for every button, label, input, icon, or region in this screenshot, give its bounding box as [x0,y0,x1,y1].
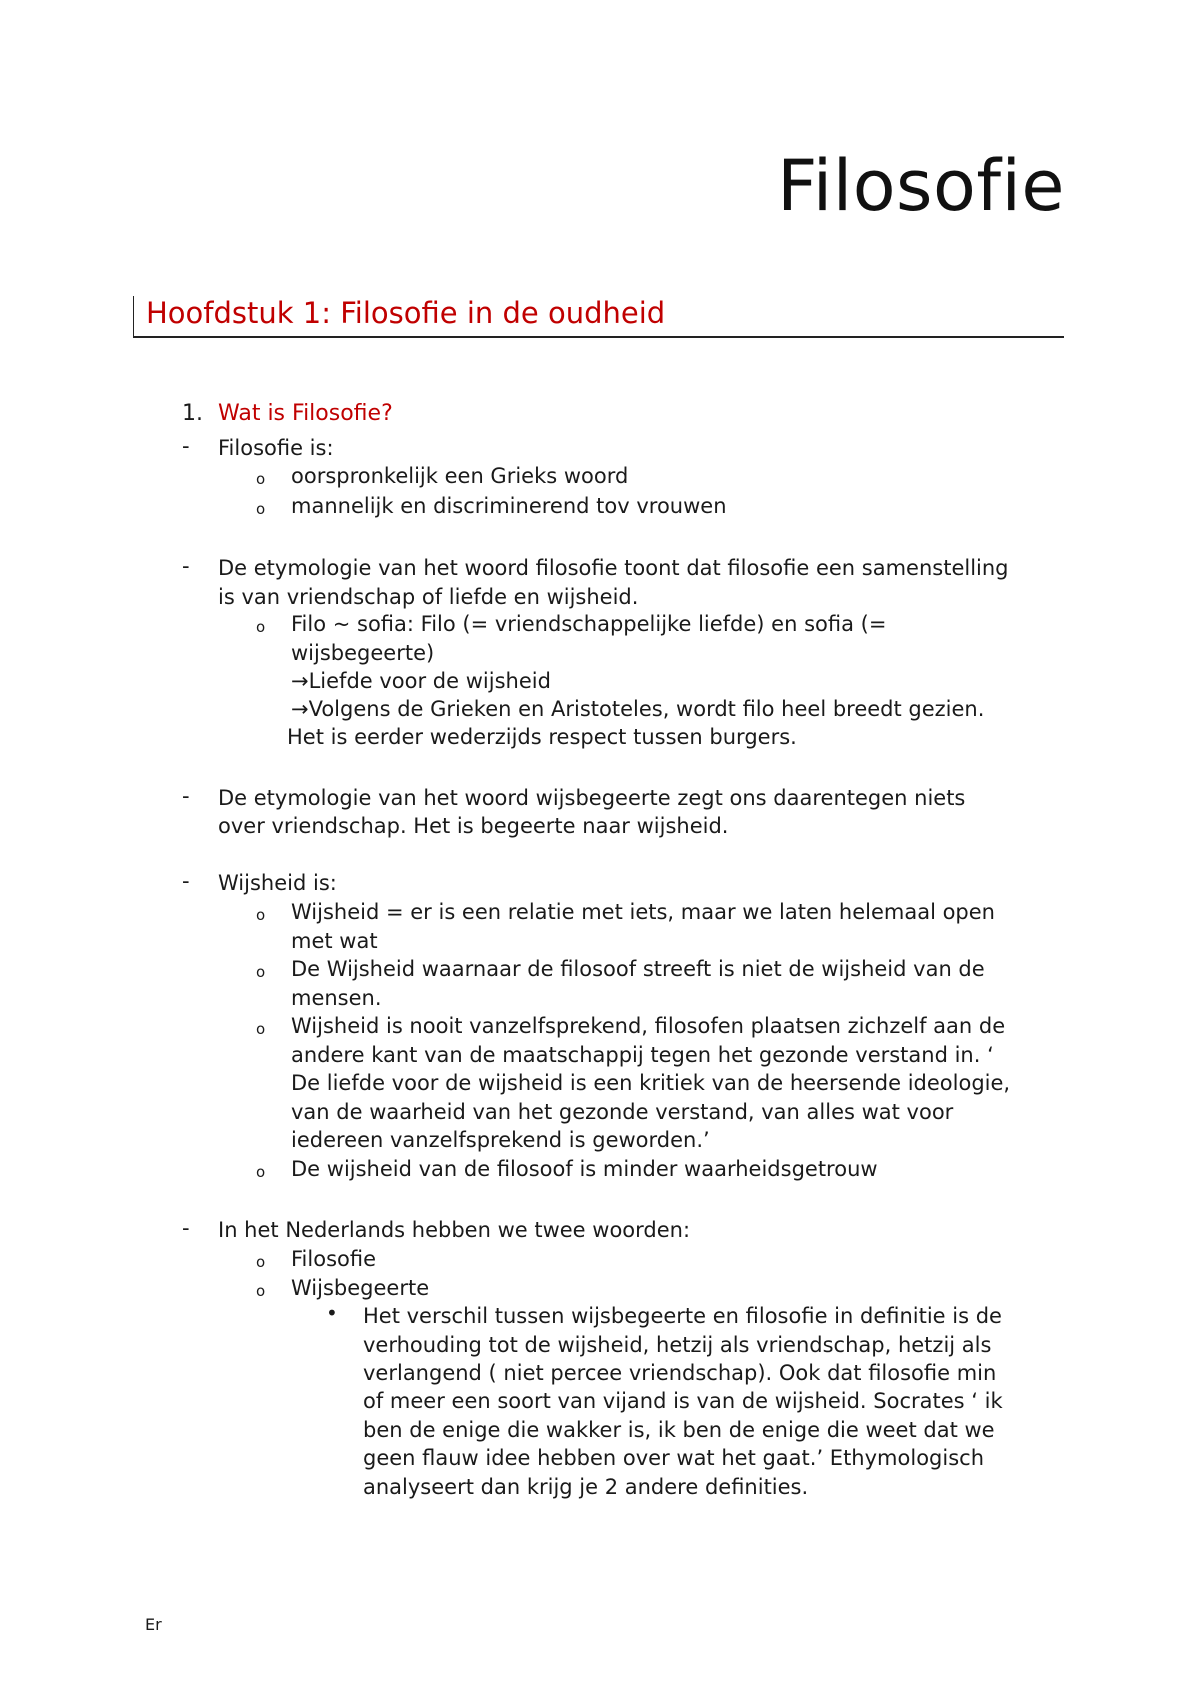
nested-item-text: Het verschil tussen wijsbegeerte en filosofie in definitie is de [363,1304,1002,1328]
dash-marker: - [182,434,190,458]
list-item-text: Filosofie is: [218,436,334,460]
sub-item-text: De Wijsheid waarnaar de filosoof streeft is niet de wijsheid van de [291,957,985,981]
circle-marker: o [256,1282,266,1300]
circle-marker: o [256,1020,266,1038]
list-item-text: Wijsheid is: [218,871,337,895]
list-item-text: over vriendschap. Het is begeerte naar wijsheid. [218,814,729,838]
list-item-text: In het Nederlands hebben we twee woorden: [218,1218,691,1242]
nested-item-text: of meer een soort van vijand is van de wijsheid. Socrates ‘ ik [363,1389,1003,1413]
sub-item-text: Filo ~ sofia: Filo (= vriendschappelijke liefde) en sofia (= [291,612,887,636]
list-item-text: De etymologie van het woord filosofie toont dat filosofie een samenstelling [218,556,1009,580]
circle-marker: o [256,906,266,924]
sub-item-text: De wijsheid van de filosoof is minder waarheidsgetrouw [291,1157,878,1181]
sub-item-text: wijsbegeerte) [291,641,435,665]
section-number: 1. [182,401,203,426]
sub-item-text: Filosofie [291,1247,377,1271]
circle-marker: o [256,1163,266,1181]
page-footer: Er [145,1615,162,1634]
section-title: Wat is Filosofie? [218,401,393,426]
nested-item-text: analyseert dan krijg je 2 andere definities. [363,1475,809,1499]
nested-item-text: verlangend ( niet percee vriendschap). Ook dat filosofie min [363,1361,997,1385]
sub-item-text: Wijsheid = er is een relatie met iets, maar we laten helemaal open [291,900,995,924]
sub-item-text: De liefde voor de wijsheid is een kritiek van de heersende ideologie, [291,1071,1011,1095]
document-title: Filosofie [777,145,1065,227]
circle-marker: o [256,470,266,488]
list-item-text: is van vriendschap of liefde en wijsheid. [218,585,639,609]
sub-item-text: iedereen vanzelfsprekend is geworden.’ [291,1128,710,1152]
dash-marker: - [182,869,190,893]
sub-item-text: andere kant van de maatschappij tegen het gezonde verstand in. ‘ [291,1043,994,1067]
circle-marker: o [256,500,266,518]
circle-marker: o [256,963,266,981]
sub-item-text: Wijsbegeerte [291,1276,430,1300]
circle-marker: o [256,1253,266,1271]
chapter-heading: Hoofdstuk 1: Filosofie in de oudheid [146,296,666,330]
sub-item-text: →Liefde voor de wijsheid [291,669,551,693]
sub-item-text: Het is eerder wederzijds respect tussen burgers. [287,725,797,749]
sub-item-text: mensen. [291,986,382,1010]
bullet-marker: • [326,1301,338,1325]
circle-marker: o [256,618,266,636]
dash-marker: - [182,554,190,578]
sub-item-text: van de waarheid van het gezonde verstand, van alles wat voor [291,1100,954,1124]
sub-item-text: mannelijk en discriminerend tov vrouwen [291,494,727,518]
dash-marker: - [182,784,190,808]
nested-item-text: verhouding tot de wijsheid, hetzij als vriendschap, hetzij als [363,1333,992,1357]
dash-marker: - [182,1216,190,1240]
nested-item-text: ben de enige die wakker is, ik ben de enige die weet dat we [363,1418,995,1442]
list-item-text: De etymologie van het woord wijsbegeerte zegt ons daarentegen niets [218,786,966,810]
sub-item-text: met wat [291,929,378,953]
sub-item-text: oorspronkelijk een Grieks woord [291,464,629,488]
nested-item-text: geen flauw idee hebben over wat het gaat.’ Ethymologisch [363,1446,984,1470]
sub-item-text: Wijsheid is nooit vanzelfsprekend, filosofen plaatsen zichzelf aan de [291,1014,1006,1038]
sub-item-text: →Volgens de Grieken en Aristoteles, wordt filo heel breedt gezien. [291,697,985,721]
